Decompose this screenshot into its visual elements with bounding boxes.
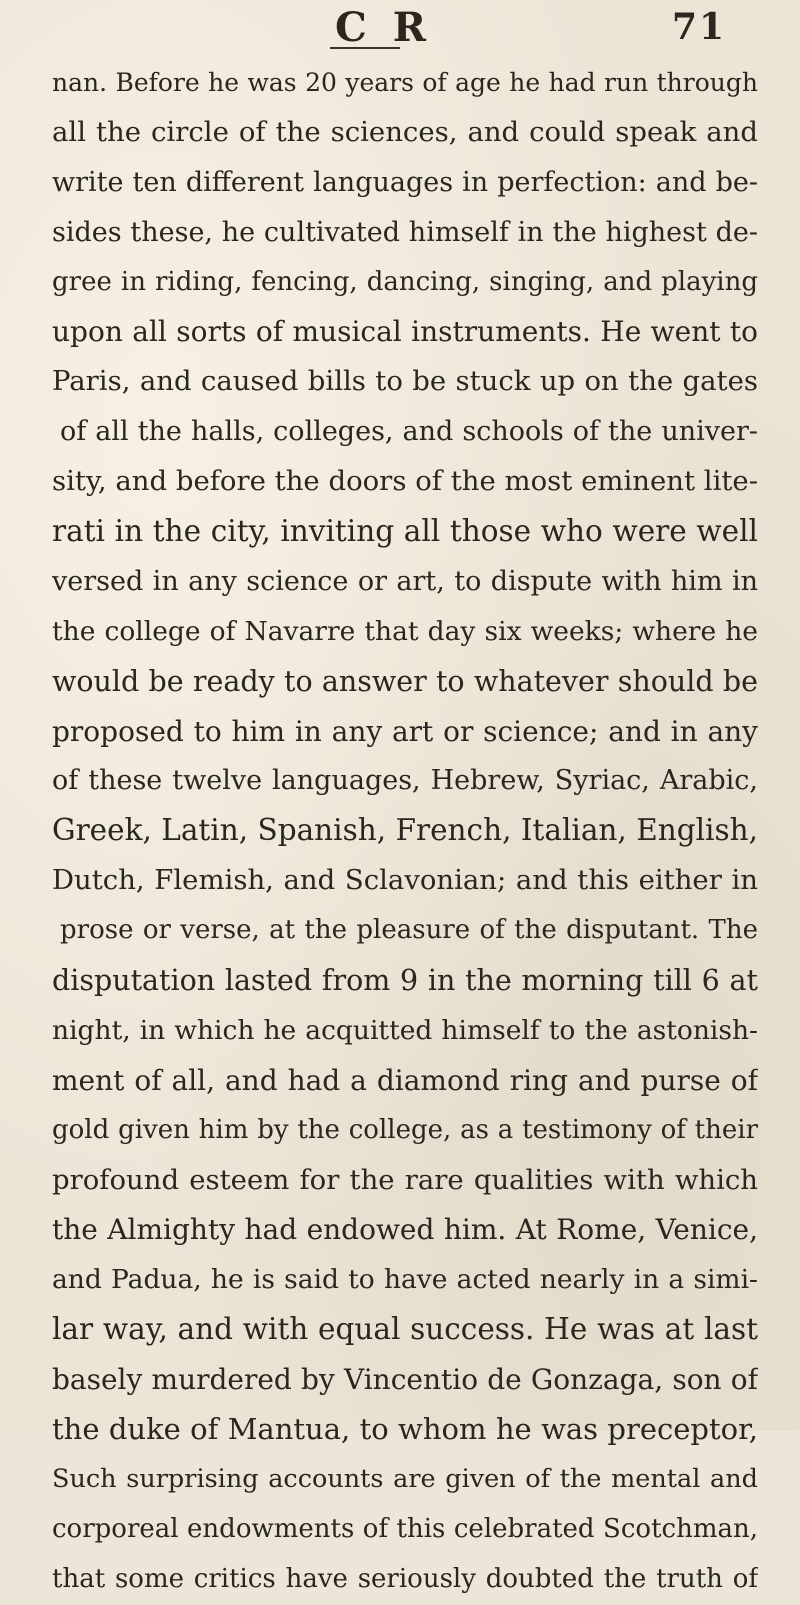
text-line: write ten different languages in perfection: and be- xyxy=(52,166,758,198)
body-text xyxy=(52,58,758,1605)
page-number: 71 xyxy=(672,6,727,48)
text-line: that some critics have seriously doubted the truth of xyxy=(52,1563,758,1594)
text-line: proposed to him in any art or science; and in any xyxy=(52,714,758,748)
text-line: Greek, Latin, Spanish, French, Italian, English, xyxy=(52,813,758,848)
text-line: of all the halls, colleges, and schools of the univer- xyxy=(60,416,758,448)
text-line: sity, and before the doors of the most eminent lite- xyxy=(52,465,758,498)
text-line: prose or verse, at the pleasure of the disputant. The xyxy=(60,915,758,946)
text-line: and Padua, he is said to have acted nearly in a simi- xyxy=(52,1264,758,1296)
text-line: basely murdered by Vincentio de Gonzaga, son of xyxy=(52,1363,758,1397)
text-line: upon all sorts of musical instruments. He went to xyxy=(52,315,758,349)
text-line: lar way, and with equal success. He was at last xyxy=(52,1312,758,1347)
text-line: of these twelve languages, Hebrew, Syriac, Arabic, xyxy=(52,765,758,797)
running-head: C R xyxy=(335,4,433,51)
text-line: nan. Before he was 20 years of age he had run through xyxy=(52,68,758,97)
text-line: corporeal endowments of this celebrated Scotchman, xyxy=(52,1513,758,1544)
page-header xyxy=(0,0,800,52)
text-line: sides these, he cultivated himself in the highest de- xyxy=(52,216,758,248)
text-line: the duke of Mantua, to whom he was preceptor, xyxy=(52,1412,758,1447)
text-line: profound esteem for the rare qualities with which xyxy=(52,1163,758,1196)
header-rule xyxy=(330,47,400,49)
text-line: gold given him by the college, as a testimony of their xyxy=(52,1114,758,1145)
text-line: Dutch, Flemish, and Sclavonian; and this either in xyxy=(52,864,758,897)
text-line: gree in riding, fencing, dancing, singing, and playing xyxy=(52,266,758,297)
text-line: rati in the city, inviting all those who were well xyxy=(52,514,758,549)
text-line: all the circle of the sciences, and could speak and xyxy=(52,115,758,148)
text-line: night, in which he acquitted himself to the astonish- xyxy=(52,1014,758,1046)
text-line: Paris, and caused bills to be stuck up on the gates xyxy=(52,365,758,398)
text-line: disputation lasted from 9 in the morning till 6 at xyxy=(52,964,758,998)
text-line: would be ready to answer to whatever should be xyxy=(52,664,758,698)
text-line: Such surprising accounts are given of the mental and xyxy=(52,1463,758,1494)
text-line: ment of all, and had a diamond ring and purse of xyxy=(52,1063,758,1097)
text-line: versed in any science or art, to dispute with him in xyxy=(52,565,758,597)
text-line: the Almighty had endowed him. At Rome, Venice, xyxy=(52,1213,758,1247)
text-line: the college of Navarre that day six weeks; where he xyxy=(52,615,758,647)
